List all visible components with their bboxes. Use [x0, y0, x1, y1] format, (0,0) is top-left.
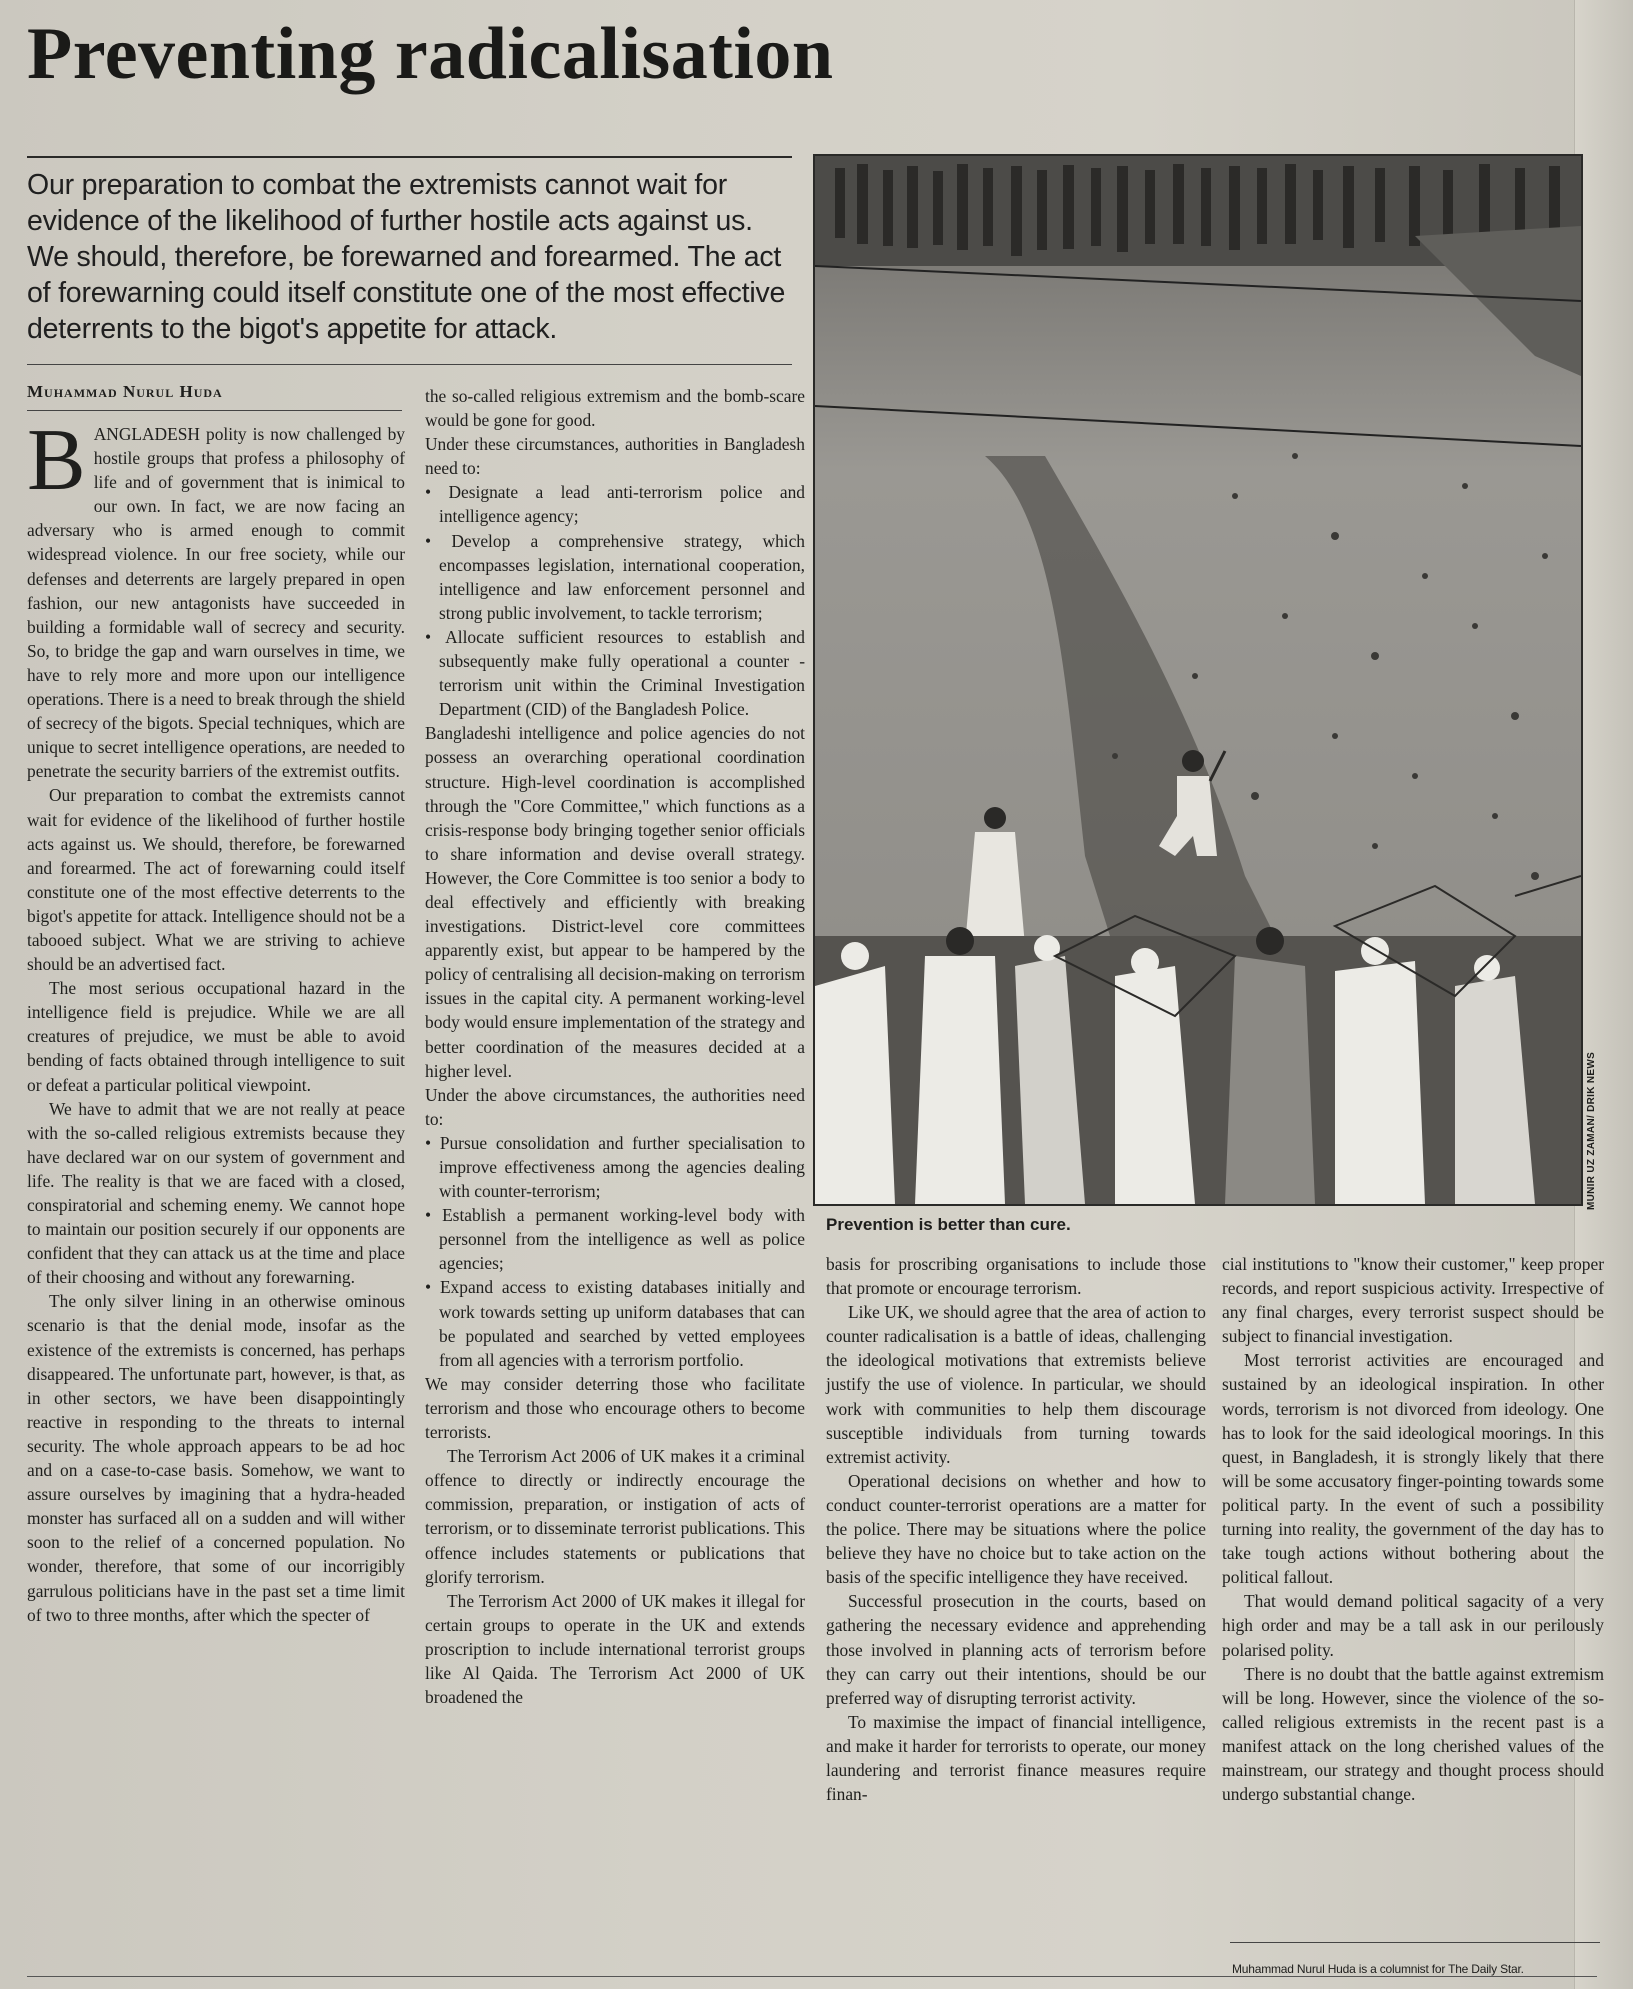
- paragraph: We may consider deterring those who facilitate terrorism and those who encourage others to become terrorists.: [425, 1373, 805, 1443]
- article-column-2: [425, 384, 805, 1709]
- crowd-foreground: [815, 927, 1581, 1204]
- paragraph: Like UK, we should agree that the area of action to counter radicalisation is a battle of ideas, challenging the ideological motivations that extremists believe justify the use of violence. In particular, we should work with communities to help them discourage susceptible individuals from turning towards extremist activity.: [826, 1302, 1206, 1467]
- deck-bottom-rule: [27, 364, 792, 365]
- paragraph: the so-called religious extremism and the bomb-scare would be gone for good.: [425, 386, 805, 431]
- paragraph: The most serious occupational hazard in the intelligence field is prejudice. While we are all creatures of prejudice, we must be able to avoid bending of facts obtained through intelligence to suit or defeat a particular political viewpoint.: [27, 978, 405, 1095]
- bullet-item: • Develop a comprehensive strategy, which encompasses legislation, international cooperation, intelligence and law enforcement personnel and strong public involvement, to tackle terrorism;: [425, 529, 805, 625]
- paragraph: basis for proscribing organisations to include those that promote or encourage terrorism.: [826, 1254, 1206, 1299]
- paragraph: Bangladeshi intelligence and police agencies do not possess an overarching operational coordination structure. High-level coordination is accomplished through the "Core Committee," which functions as a crisis-response body bringing together senior officials to share information and devise overall strategy. However, the Core Committee is too senior a body to deal effectively and efficiently with breaking investigations. District-level core committees apparently exist, but appear to be hampered by the policy of centralising all decision-making on terrorism issues in the capital city. A permanent working-level body would ensure implementation of the strategy and better coordination of the measures decided at a higher level.: [425, 723, 805, 1081]
- article-column-4: [1222, 1252, 1604, 1806]
- drop-cap: B: [27, 412, 86, 509]
- paragraph: Most terrorist activities are encouraged and sustained by an ideological inspiration. In other words, terrorism is not divorced from ideology. One has to look for the said ideological moorings. In this quest, in Bangladesh, it is strongly likely that there will be some accusatory finger-pointing towards some political party. In the event of such a possibility turning into reality, the government of the day has to take tough actions without bothering about the political fallout.: [1222, 1350, 1604, 1588]
- deck-standfirst: Our preparation to combat the extremists cannot wait for evidence of the likelihood of further hostile acts against us. We should, therefore, be forewarned and forearmed. The act of forewarning could itself constitute one of the most effective deterrents to the bigot's appetite for attack.: [27, 169, 786, 345]
- paragraph: The Terrorism Act 2006 of UK makes it a criminal offence to directly or indirectly encourage the commission, preparation, or instigation of acts of terrorism, or to disseminate terrorist publications. This offence includes statements or publications that glorify terrorism.: [425, 1446, 805, 1587]
- paragraph: The Terrorism Act 2000 of UK makes it illegal for certain groups to operate in the UK and extends proscription to include international terrorist groups like Al Qaida. The Terrorism Act 2000 of UK broadened the: [425, 1590, 805, 1708]
- paragraph: cial institutions to "know their customer," keep proper records, and report suspicious activity. Irrespective of any final charges, every terrorist suspect should be subject to financial investigation.: [1222, 1254, 1604, 1347]
- paragraph: That would demand political sagacity of a very high order and may be a tall ask in our perilously polarised polity.: [1222, 1591, 1604, 1660]
- bullet-item: • Establish a permanent working-level body with personnel from the intelligence as well as police agencies;: [425, 1203, 805, 1275]
- headline: Preventing radicalisation: [27, 13, 834, 95]
- paragraph: There is no doubt that the battle against extremism will be long. However, since the violence of the so-called religious extremists in the recent past is a manifest attack on the long cherished values of the mainstream, our strategy and thought process should undergo substantial change.: [1222, 1663, 1604, 1805]
- bullet-item: • Designate a lead anti-terrorism police and intelligence agency;: [425, 480, 805, 528]
- bullet-item: • Pursue consolidation and further specialisation to improve effectiveness among the agencies dealing with counter-terrorism;: [425, 1131, 805, 1203]
- paragraph: Operational decisions on whether and how to conduct counter-terrorist operations are a matter for the police. There may be situations where the police believe they have no choice but to take action on the basis of the specific intelligence they have received.: [826, 1470, 1206, 1588]
- page-bottom-rule: [27, 1976, 1597, 1977]
- byline: Muhammad Nurul Huda: [27, 382, 223, 401]
- article-column-1: [27, 412, 405, 1627]
- photo-credit: MUNIR UZ ZAMAN/ DRIK NEWS: [1586, 1051, 1597, 1210]
- protest-street-photo: [815, 156, 1581, 1204]
- deck-top-rule: [27, 156, 792, 158]
- paragraph: BANGLADESH polity is now challenged by hostile groups that profess a philosophy of life and of government that is inimical to our own. In fact, we are now facing an adversary who is armed enough to commit widespread violence. In our free society, while our defenses and deterrents are largely prepared in open fashion, our new antagonists have succeeded in building a formidable wall of secrecy and security. So, to bridge the gap and warn ourselves in time, we have to rely more and more upon our intelligence operations. There is a need to break through the shield of secrecy of the bigots. Special techniques, which are unique to secret intelligence operations, are needed to penetrate the security barriers of the extremist outfits.: [27, 412, 405, 782]
- bullet-item: • Allocate sufficient resources to establish and subsequently make fully operational a counter - terrorism unit within the Criminal Investigation Department (CID) of the Bangladesh Police.: [425, 625, 805, 721]
- news-photo: [813, 154, 1583, 1206]
- bullet-item: • Expand access to existing databases initially and work towards setting up uniform databases that can be populated and searched by vetted employees from all agencies with a terrorism portfolio.: [425, 1275, 805, 1371]
- paragraph: The only silver lining in an otherwise ominous scenario is that the denial mode, insofar as the existence of the extremists is concerned, has perhaps disappeared. The unfortunate part, however, is that, as in other sectors, we have been disappointingly reactive in responding to the threats to internal security. The whole approach appears to be ad hoc and on a case-to-case basis. Somehow, we want to assure ourselves by imagining that a hydra-headed monster has surfaced all on a sudden and will wither soon to the relief of a concerned population. No wonder, therefore, that some of our incorrigibly garrulous politicians have in the past set a time limit of two to three months, after which the specter of: [27, 1291, 405, 1625]
- paragraph: To maximise the impact of financial intelligence, and make it harder for terrorists to operate, our money laundering and terrorist finance measures require finan-: [826, 1711, 1206, 1805]
- paragraph: Under the above circumstances, the authorities need to:: [425, 1084, 805, 1129]
- author-bio: Muhammad Nurul Huda is a columnist for The Daily Star.: [1232, 1962, 1524, 1976]
- bio-rule: [1230, 1942, 1600, 1943]
- byline-rule: [27, 410, 402, 411]
- photo-caption: Prevention is better than cure.: [826, 1215, 1071, 1234]
- paragraph: Our preparation to combat the extremists cannot wait for evidence of the likelihood of further hostile acts against us. We should, therefore, be forewarned and forearmed. The act of forewarning could itself constitute one of the most effective deterrents to the bigot's appetite for attack. Intelligence should not be a tabooed subject. What we are striving to achieve should be an advertised fact.: [27, 785, 405, 975]
- paragraph: We have to admit that we are not really at peace with the so-called religious extremists because they have declared war on our system of government and life. The reality is that we are faced with a closed, conspiratorial and scheming enemy. We cannot hope to maintain our position securely if our opponents are confident that they can attack us at the time and place of their choosing and without any forewarning.: [27, 1098, 405, 1288]
- paragraph: Under these circumstances, authorities in Bangladesh need to:: [425, 434, 805, 479]
- article-column-3: [826, 1252, 1206, 1806]
- paragraph: Successful prosecution in the courts, based on gathering the necessary evidence and apprehending those involved in planning acts of terrorism before they can carry out their intentions, should be our preferred way of disrupting terrorist activity.: [826, 1591, 1206, 1708]
